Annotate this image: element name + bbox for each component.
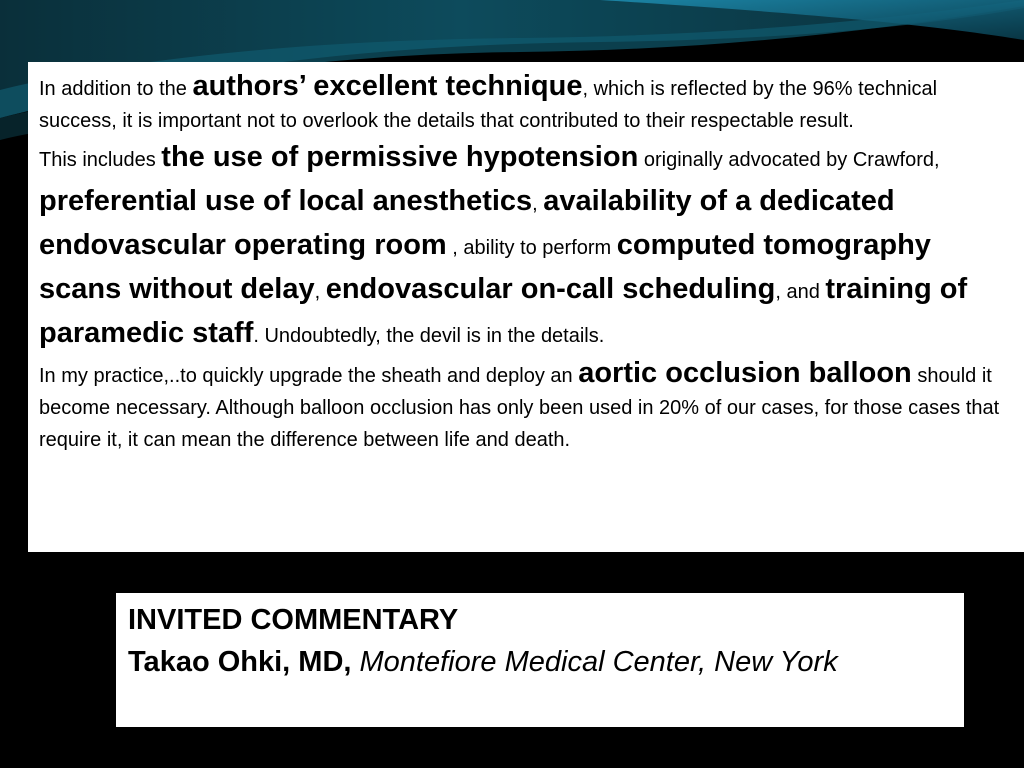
text: originally advocated by Crawford, bbox=[638, 149, 940, 171]
text: , and bbox=[775, 281, 826, 303]
emphasis-text: aortic occlusion balloon bbox=[578, 357, 912, 389]
text: , bbox=[314, 281, 326, 303]
emphasis-text: the use of permissive hypotension bbox=[161, 141, 639, 173]
paragraph-practice bbox=[39, 357, 1004, 456]
commentary-text-box bbox=[28, 62, 1024, 552]
text: This includes bbox=[39, 149, 162, 171]
emphasis-text: preferential use of local anesthetics bbox=[39, 185, 533, 217]
text: , bbox=[532, 193, 544, 215]
paragraph-technique bbox=[39, 70, 1004, 137]
text: , ability to perform bbox=[446, 237, 617, 259]
invited-commentary-credit bbox=[116, 593, 964, 727]
emphasis-text: authors’ excellent technique bbox=[192, 70, 583, 102]
author-name: Takao Ohki, MD, bbox=[128, 646, 352, 678]
emphasis-text: endovascular on-call scheduling bbox=[325, 273, 776, 305]
emphasis-text: training of paramedic staff bbox=[39, 273, 968, 349]
text: should it become necessary. Although balloon occlusion has only been used in 20% of our cases, for those cases that require it, it can mean the difference between life and death. bbox=[39, 365, 1000, 451]
credit-title: INVITED COMMENTARY bbox=[128, 604, 459, 636]
emphasis-text: availability of a dedicated endovascular operating room bbox=[39, 185, 895, 261]
text: In addition to the bbox=[39, 78, 193, 100]
text: . Undoubtedly, the devil is in the details. bbox=[253, 325, 605, 347]
text: In my practice,..to quickly upgrade the sheath and deploy an bbox=[39, 365, 579, 387]
emphasis-text: computed tomography scans without delay bbox=[39, 229, 931, 305]
author-institution: Montefiore Medical Center, New York bbox=[351, 646, 838, 678]
paragraph-details bbox=[39, 137, 1004, 357]
text: , which is reflected by the 96% technical success, it is important not to overlook the details that contributed to their respectable result. bbox=[39, 78, 938, 132]
